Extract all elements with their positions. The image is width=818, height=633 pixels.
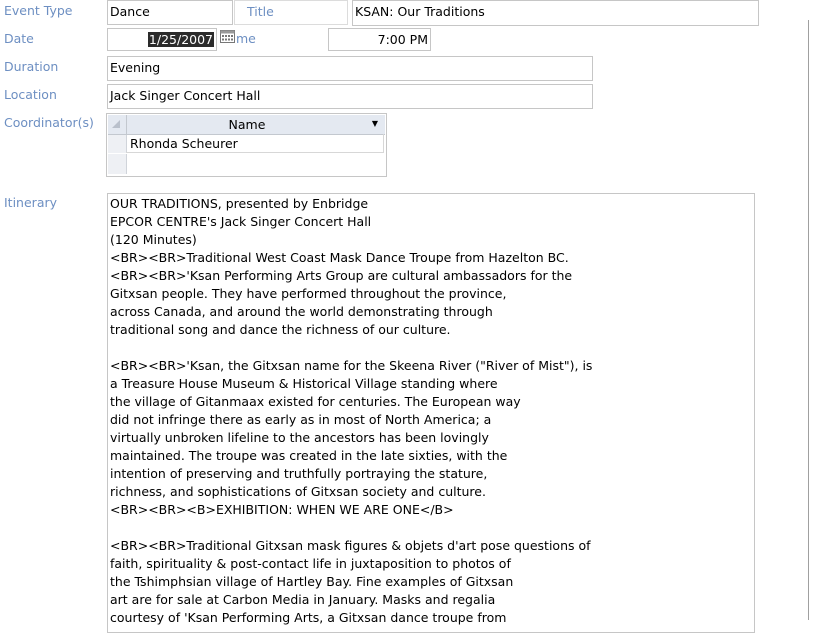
title-field[interactable]: KSAN: Our Traditions [352, 0, 759, 26]
coordinator-name-cell[interactable]: Rhonda Scheurer [126, 134, 384, 153]
itinerary-line: <BR><BR>'Ksan, the Gitxsan name for the Skeena River ("River of Mist"), is [110, 358, 593, 373]
event-type-label: Event Type [4, 3, 73, 18]
itinerary-line: across Canada, and around the world demonstrating through [110, 304, 493, 319]
itinerary-field[interactable] [107, 193, 755, 633]
itinerary-line: the Tshimphsian village of Hartley Bay. Fine examples of Gitxsan [110, 574, 514, 589]
name-column-header[interactable]: Name [228, 117, 266, 132]
itinerary-line: EPCOR CENTRE's Jack Singer Concert Hall [110, 214, 372, 229]
itinerary-line [110, 519, 754, 537]
itinerary-line: a Treasure House Museum & Historical Village standing where [110, 376, 498, 391]
select-all-corner[interactable] [108, 115, 127, 134]
itinerary-line: Gitxsan people. They have performed throughout the province, [110, 286, 507, 301]
itinerary-line: maintained. The troupe was created in the late sixties, with the [110, 448, 508, 463]
date-label: Date [4, 31, 34, 46]
location-field[interactable]: Jack Singer Concert Hall [107, 84, 593, 109]
itinerary-line: courtesy of 'Ksan Performing Arts, a Gitxsan dance troupe from [110, 610, 507, 625]
itinerary-line: did not infringe there as early as in most of North America; a [110, 412, 492, 427]
itinerary-line: richness, and sophistications of Gitxsan society and culture. [110, 484, 486, 499]
itinerary-line: <BR><BR>Traditional West Coast Mask Dance Troupe from Hazelton BC. [110, 250, 569, 265]
itinerary-line: <BR><BR><B>EXHIBITION: WHEN WE ARE ONE</B> [110, 502, 454, 517]
itinerary-line [110, 339, 754, 357]
event-type-field[interactable]: Dance [107, 0, 233, 25]
itinerary-line: <BR><BR>'Ksan Performing Arts Group are cultural ambassadors for the [110, 268, 573, 283]
itinerary-line: OUR TRADITIONS, presented by Enbridge [110, 196, 369, 211]
duration-field[interactable]: Evening [107, 56, 593, 81]
row-selector[interactable] [108, 135, 127, 153]
coordinators-grid[interactable] [106, 113, 387, 177]
calendar-icon[interactable] [220, 30, 235, 43]
itinerary-line: virtually unbroken lifeline to the ancestors has been lovingly [110, 430, 489, 445]
itinerary-line: intention of preserving and truthfully portraying the stature, [110, 466, 488, 481]
duration-label: Duration [4, 59, 59, 74]
grid-header [108, 115, 385, 135]
row-selector-new[interactable] [108, 154, 127, 174]
itinerary-line: the village of Gitanmaax existed for centuries. The European way [110, 394, 521, 409]
itinerary-line: (120 Minutes) [110, 232, 197, 247]
itinerary-line: traditional song and dance the richness of our culture. [110, 322, 451, 337]
time-field[interactable]: 7:00 PM [328, 28, 431, 51]
window-edge [808, 20, 809, 620]
itinerary-label: Itinerary [4, 195, 58, 210]
title-label: Title [234, 0, 348, 25]
column-dropdown-icon[interactable]: ▼ [371, 119, 379, 128]
date-field[interactable] [107, 28, 217, 51]
itinerary-line: art are for sale at Carbon Media in January. Masks and regalia [110, 592, 496, 607]
itinerary-line: <BR><BR>Traditional Gitxsan mask figures & objets d'art pose questions of [110, 538, 591, 553]
location-label: Location [4, 87, 57, 102]
date-value: 1/25/2007 [148, 32, 213, 47]
time-label-partial: me [236, 31, 256, 46]
coordinators-label: Coordinator(s) [4, 115, 94, 130]
itinerary-line: faith, spirituality & post-contact life in juxtaposition to photos of [110, 556, 511, 571]
